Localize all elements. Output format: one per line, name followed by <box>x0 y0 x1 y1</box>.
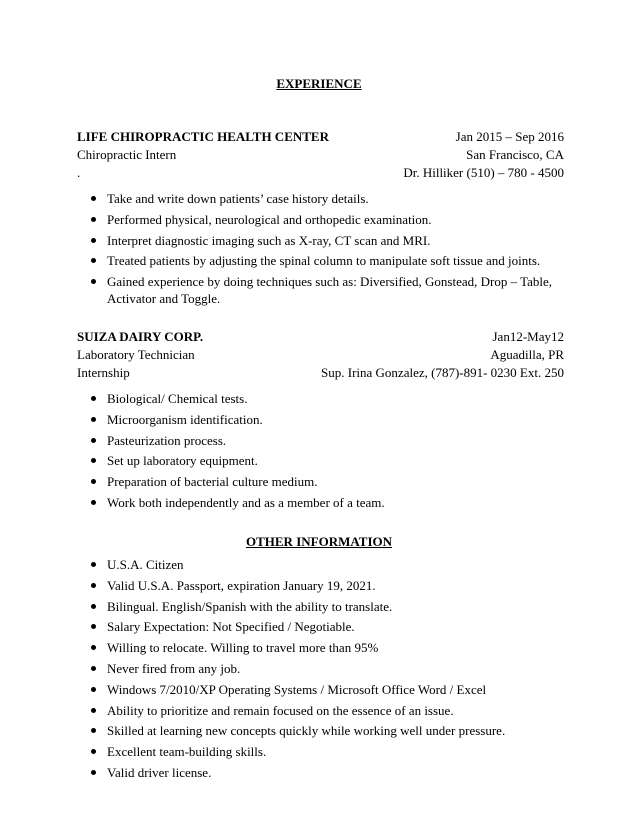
list-item: Set up laboratory equipment. <box>77 452 564 469</box>
bullet-icon <box>91 708 96 713</box>
list-item: Biological/ Chemical tests. <box>77 390 564 407</box>
list-item: Willing to relocate. Willing to travel more than 95% <box>77 639 564 656</box>
bullet-icon <box>91 396 96 401</box>
job-1-header <box>77 128 564 145</box>
other-information-list <box>77 556 564 785</box>
bullet-icon <box>91 728 96 733</box>
job-2-dates: Jan12-May12 <box>492 329 564 344</box>
bullet-icon <box>91 217 96 222</box>
list-item: Gained experience by doing techniques such as: Diversified, Gonstead, Drop – Table, Activator and Toggle. <box>77 273 564 307</box>
job-1-reference-left: . <box>77 165 81 180</box>
job-1-company: LIFE CHIROPRACTIC HEALTH CENTER <box>77 129 329 144</box>
job-2-duties-list <box>77 390 564 515</box>
bullet-icon <box>91 258 96 263</box>
job-2-reference-left: Internship <box>77 365 130 380</box>
other-information-heading: OTHER INFORMATION <box>245 534 392 549</box>
bullet-icon <box>91 500 96 505</box>
job-1-reference: Dr. Hilliker (510) – 780 - 4500 <box>403 165 564 180</box>
list-item: Preparation of bacterial culture medium. <box>77 473 564 490</box>
bullet-icon <box>91 624 96 629</box>
job-2-reference: Sup. Irina Gonzalez, (787)-891- 0230 Ext. 250 <box>321 365 564 380</box>
list-item: Take and write down patients’ case history details. <box>77 190 564 207</box>
list-item: Salary Expectation: Not Specified / Negotiable. <box>77 618 564 635</box>
bullet-icon <box>91 417 96 422</box>
bullet-icon <box>91 645 96 650</box>
list-item: Ability to prioritize and remain focused on the essence of an issue. <box>77 702 564 719</box>
list-item: Bilingual. English/Spanish with the ability to translate. <box>77 598 564 615</box>
job-2-header <box>77 328 564 345</box>
job-1-role-row <box>77 146 564 163</box>
bullet-icon <box>91 770 96 775</box>
bullet-icon <box>91 749 96 754</box>
job-1-reference-row <box>77 164 564 181</box>
experience-heading: EXPERIENCE <box>276 76 362 91</box>
list-item: Work both independently and as a member of a team. <box>77 494 564 511</box>
list-item: Treated patients by adjusting the spinal column to manipulate soft tissue and joints. <box>77 252 564 269</box>
list-item: Never fired from any job. <box>77 660 564 677</box>
job-1-dates: Jan 2015 – Sep 2016 <box>455 129 564 144</box>
job-2-reference-row <box>77 364 564 381</box>
job-2-location: Aguadilla, PR <box>490 347 564 362</box>
list-item: Microorganism identification. <box>77 411 564 428</box>
list-item: Performed physical, neurological and orthopedic examination. <box>77 211 564 228</box>
list-item: Skilled at learning new concepts quickly while working well under pressure. <box>77 722 564 739</box>
list-item: U.S.A. Citizen <box>77 556 564 573</box>
job-1-location: San Francisco, CA <box>466 147 564 162</box>
bullet-icon <box>91 438 96 443</box>
job-2-role: Laboratory Technician <box>77 347 195 362</box>
job-1-duties-list <box>77 190 564 311</box>
list-item: Excellent team-building skills. <box>77 743 564 760</box>
list-item: Windows 7/2010/XP Operating Systems / Microsoft Office Word / Excel <box>77 681 564 698</box>
list-item: Interpret diagnostic imaging such as X-ray, CT scan and MRI. <box>77 232 564 249</box>
job-2-company: SUIZA DAIRY CORP. <box>77 329 204 344</box>
list-item: Valid driver license. <box>77 764 564 781</box>
job-2-role-row <box>77 346 564 363</box>
bullet-icon <box>91 479 96 484</box>
bullet-icon <box>91 604 96 609</box>
list-item: Pasteurization process. <box>77 432 564 449</box>
bullet-icon <box>91 666 96 671</box>
bullet-icon <box>91 458 96 463</box>
bullet-icon <box>91 687 96 692</box>
bullet-icon <box>91 562 96 567</box>
bullet-icon <box>91 583 96 588</box>
job-1-role: Chiropractic Intern <box>77 147 177 162</box>
bullet-icon <box>91 196 96 201</box>
bullet-icon <box>91 238 96 243</box>
bullet-icon <box>91 279 96 284</box>
list-item: Valid U.S.A. Passport, expiration January 19, 2021. <box>77 577 564 594</box>
